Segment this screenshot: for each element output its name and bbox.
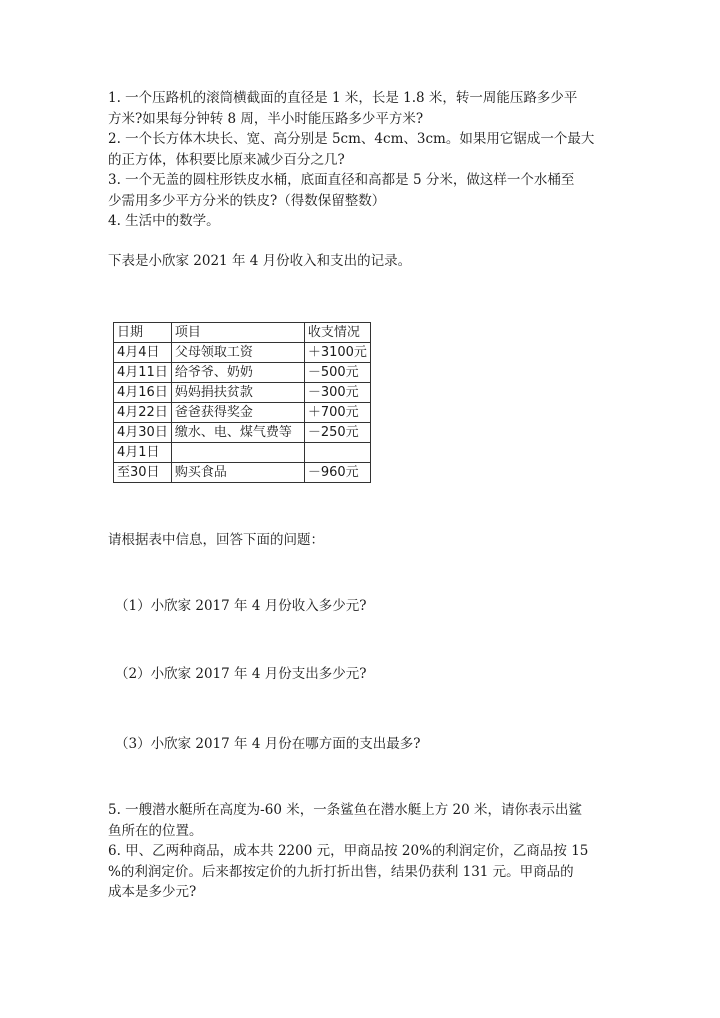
cell-date: 4月11日	[114, 363, 172, 383]
table-row	[114, 383, 371, 403]
table-row	[114, 443, 371, 463]
cell-amount: －960元	[304, 463, 370, 483]
problem-text-line: 3. 一个无盖的圆柱形铁皮水桶，底面直径和高都是 5 分米，做这样一个水桶至	[108, 172, 575, 188]
table-row	[114, 463, 371, 483]
income-expense-table	[113, 322, 371, 483]
table-row	[114, 363, 371, 383]
problem-text-line: 2. 一个长方体木块长、宽、高分别是 5cm、4cm、3cm。如果用它锯成一个最大	[108, 131, 595, 147]
cell-amount: －250元	[304, 423, 370, 443]
table-row	[114, 423, 371, 443]
cell-item	[171, 443, 304, 463]
problem-2	[108, 129, 608, 170]
table-row	[114, 403, 371, 423]
cell-item: 缴水、电、煤气费等	[171, 423, 304, 443]
problem-5	[108, 800, 608, 841]
table-intro: 下表是小欣家 2021 年 4 月份收入和支出的记录。	[108, 253, 412, 269]
cell-item: 妈妈捐扶贫款	[171, 383, 304, 403]
problem-6	[108, 841, 608, 903]
column-header-amount: 收支情况	[304, 323, 370, 343]
cell-item: 购买食品	[171, 463, 304, 483]
problem-text-line: 少需用多少平方分米的铁皮?（得数保留整数）	[108, 192, 386, 209]
problem-text-line: 成本是多少元?	[108, 884, 197, 900]
problem-text-line: 1. 一个压路机的滚筒横截面的直径是 1 米，长是 1.8 米，转一周能压路多少平	[108, 90, 578, 106]
sub-question-3: （3）小欣家 2017 年 4 月份在哪方面的支出最多?	[115, 736, 421, 752]
question-prompt: 请根据表中信息，回答下面的问题：	[108, 532, 324, 548]
cell-date: 4月1日	[114, 443, 172, 463]
cell-amount: －300元	[304, 383, 370, 403]
cell-amount: ＋700元	[304, 403, 370, 423]
problem-text-line: 6. 甲、乙两种商品，成本共 2200 元，甲商品按 20%的利润定价，乙商品按 15	[108, 843, 589, 859]
problem-1	[108, 88, 608, 129]
problem-text-line: 的正方体，体积要比原来减少百分之几?	[108, 151, 345, 168]
cell-date: 4月30日	[114, 423, 172, 443]
cell-amount: ＋3100元	[304, 343, 370, 363]
column-header-date: 日期	[114, 323, 172, 343]
problem-text-line: 方米?如果每分钟转 8 周，半小时能压路多少平方米?	[108, 110, 424, 127]
cell-amount: －500元	[304, 363, 370, 383]
sub-question-2: （2）小欣家 2017 年 4 月份支出多少元?	[115, 666, 367, 682]
problem-text-line: %的利润定价。后来都按定价的九折打折出售，结果仍获利 131 元。甲商品的	[108, 863, 574, 880]
column-header-item: 项目	[171, 323, 304, 343]
problem-3	[108, 170, 608, 211]
table-header-row	[114, 323, 371, 343]
cell-date: 4月4日	[114, 343, 172, 363]
cell-item: 给爷爷、奶奶	[171, 363, 304, 383]
cell-item: 父母领取工资	[171, 343, 304, 363]
cell-amount	[304, 443, 370, 463]
problem-text-line: 鱼所在的位置。	[108, 822, 203, 839]
table-row	[114, 343, 371, 363]
problem-4	[108, 211, 608, 232]
cell-item: 爸爸获得奖金	[171, 403, 304, 423]
cell-date: 至30日	[114, 463, 172, 483]
problem-text-line: 4. 生活中的数学。	[108, 213, 220, 229]
cell-date: 4月16日	[114, 383, 172, 403]
sub-question-1: （1）小欣家 2017 年 4 月份收入多少元?	[115, 598, 367, 614]
cell-date: 4月22日	[114, 403, 172, 423]
problem-text-line: 5. 一艘潜水艇所在高度为-60 米，一条鲨鱼在潜水艇上方 20 米，请你表示出鲨	[108, 802, 582, 818]
